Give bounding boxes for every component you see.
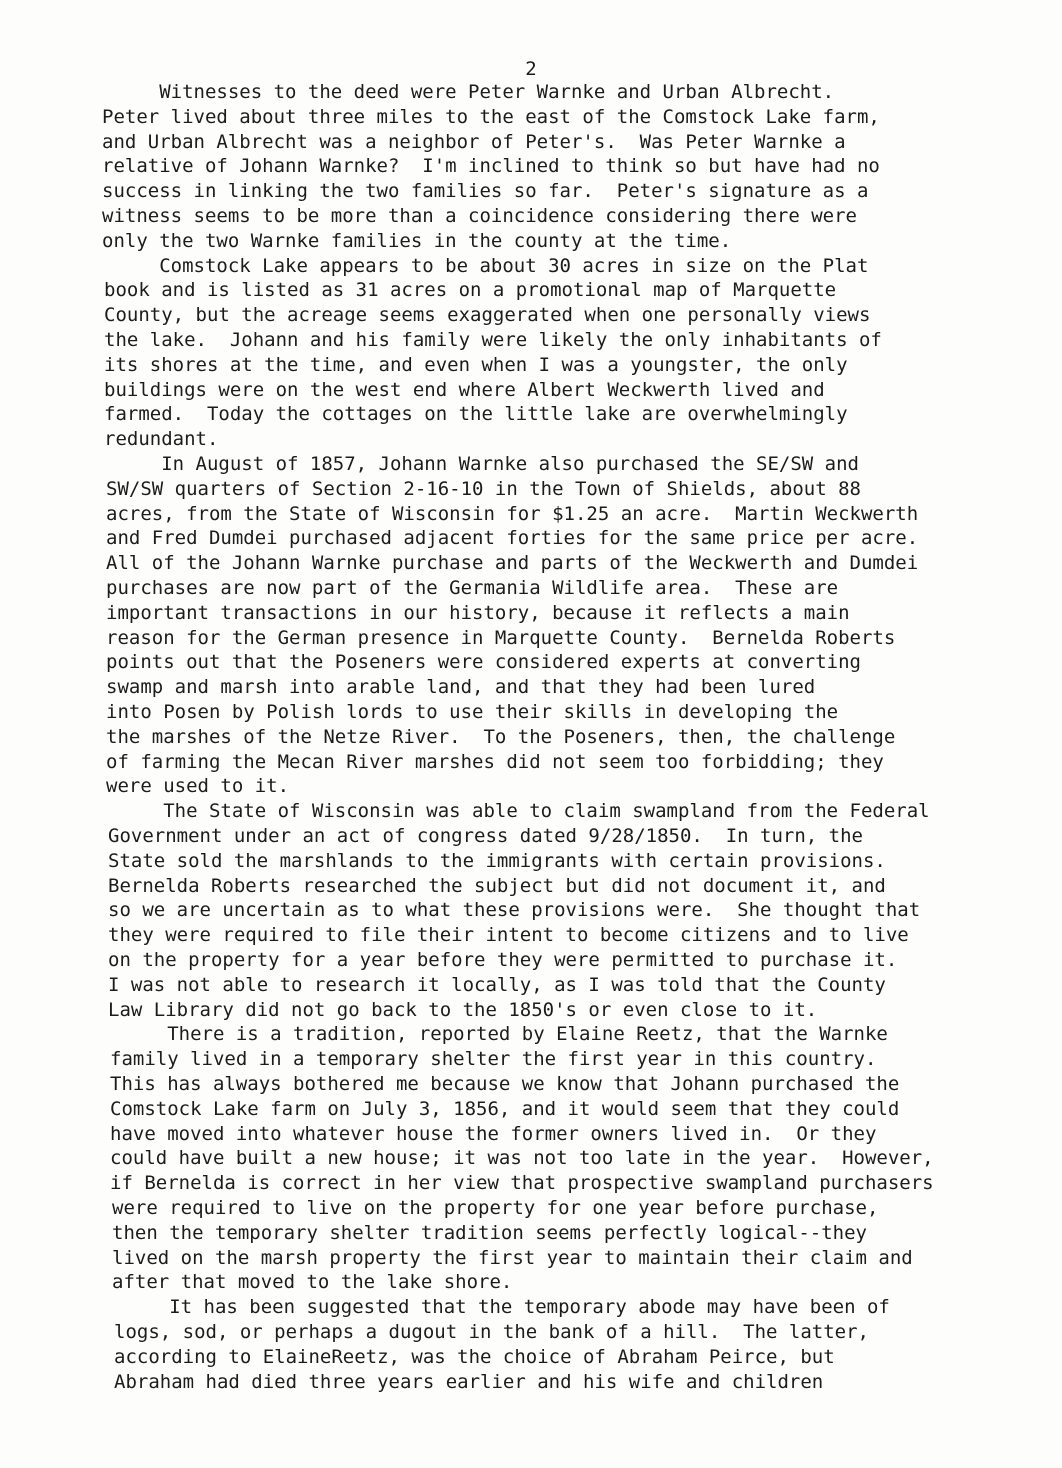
text-line: witness seems to be more than a coincidence considering there were <box>102 205 857 227</box>
text-line: they were required to file their intent to become citizens and to live <box>108 924 909 946</box>
text-line: All of the Johann Warnke purchase and parts of the Weckwerth and Dumdei <box>106 552 919 574</box>
text-line: Peter lived about three miles to the east of the Comstock Lake farm, <box>102 106 880 128</box>
text-line: so we are uncertain as to what these provisions were. She thought that <box>108 899 921 921</box>
text-line: the lake. Johann and his family were likely the only inhabitants of <box>104 329 882 351</box>
text-line: and Urban Albrecht was a neighbor of Peter's. Was Peter Warnke a <box>102 131 846 153</box>
text-line: Law Library did not go back to the 1850's or even close to it. <box>108 999 818 1021</box>
page-number: 2 <box>525 58 537 80</box>
text-line: Comstock Lake farm on July 3, 1856, and it would seem that they could <box>110 1098 900 1120</box>
text-line: could have built a new house; it was not too late in the year. However, <box>110 1147 934 1169</box>
text-line: This has always bothered me because we know that Johann purchased the <box>110 1073 900 1095</box>
text-line: It has been suggested that the temporary abode may have been of <box>112 1296 890 1318</box>
text-line: important transactions in our history, because it reflects a main <box>106 602 850 624</box>
text-line: State sold the marshlands to the immigrants with certain provisions. <box>108 850 886 872</box>
text-line: the marshes of the Netze River. To the Poseners, then, the challenge <box>106 726 896 748</box>
text-line: points out that the Poseners were considered experts at converting <box>106 651 861 673</box>
text-line: acres, from the State of Wisconsin for $1.25 an acre. Martin Weckwerth <box>106 503 919 525</box>
text-line: lived on the marsh property the first year to maintain their claim and <box>112 1247 913 1269</box>
text-line: I was not able to research it locally, as I was told that the County <box>108 974 886 996</box>
text-line: The State of Wisconsin was able to claim swampland from the Federal <box>106 800 930 822</box>
text-line: purchases are now part of the Germania Wildlife area. These are <box>106 577 839 599</box>
text-line: into Posen by Polish lords to use their skills in developing the <box>106 701 839 723</box>
text-line: were required to live on the property for one year before purchase, <box>112 1197 879 1219</box>
text-line: Bernelda Roberts researched the subject but did not document it, and <box>108 875 886 897</box>
text-line: then the temporary shelter tradition seems perfectly logical--they <box>112 1222 867 1244</box>
text-line: SW/SW quarters of Section 2-16-10 in the Town of Shields, about 88 <box>106 478 861 500</box>
text-line: if Bernelda is correct in her view that prospective swampland purchasers <box>110 1172 934 1194</box>
text-line: on the property for a year before they were permitted to purchase it. <box>108 949 898 971</box>
text-line: There is a tradition, reported by Elaine Reetz, that the Warnke <box>110 1023 888 1045</box>
text-line: Government under an act of congress dated 9/28/1850. In turn, the <box>108 825 863 847</box>
text-line: Comstock Lake appears to be about 30 acres in size on the Plat <box>102 255 869 277</box>
text-line: reason for the German presence in Marquette County. Bernelda Roberts <box>106 627 896 649</box>
text-line: Witnesses to the deed were Peter Warnke and Urban Albrecht. <box>102 81 835 103</box>
text-line: buildings were on the west end where Albert Weckwerth lived and <box>104 379 825 401</box>
text-line: swamp and marsh into arable land, and that they had been lured <box>106 676 816 698</box>
text-line: logs, sod, or perhaps a dugout in the bank of a hill. The latter, <box>114 1321 869 1343</box>
text-line: relative of Johann Warnke? I'm inclined to think so but have had no <box>102 155 880 177</box>
text-line: were used to it. <box>106 775 290 797</box>
text-line: Abraham had died three years earlier and his wife and children <box>114 1371 824 1393</box>
text-line: according to ElaineReetz, was the choice of Abraham Peirce, but <box>114 1346 835 1368</box>
text-line: In August of 1857, Johann Warnke also purchased the SE/SW and <box>104 453 859 475</box>
text-line: have moved into whatever house the former owners lived in. Or they <box>110 1123 877 1145</box>
text-line: County, but the acreage seems exaggerated when one personally views <box>104 304 871 326</box>
text-line: after that moved to the lake shore. <box>112 1271 513 1293</box>
text-line: success in linking the two families so far. Peter's signature as a <box>102 180 869 202</box>
text-line: of farming the Mecan River marshes did not seem too forbidding; they <box>106 751 884 773</box>
text-line: only the two Warnke families in the county at the time. <box>102 230 732 252</box>
text-line: its shores at the time, and even when I was a youngster, the only <box>104 354 848 376</box>
text-line: redundant. <box>104 428 219 450</box>
text-line: farmed. Today the cottages on the little lake are overwhelmingly <box>104 403 848 425</box>
text-line: and Fred Dumdei purchased adjacent forties for the same price per acre. <box>106 527 919 549</box>
text-line: family lived in a temporary shelter the first year in this country. <box>110 1048 877 1070</box>
text-line: book and is listed as 31 acres on a promotional map of Marquette <box>104 279 837 301</box>
